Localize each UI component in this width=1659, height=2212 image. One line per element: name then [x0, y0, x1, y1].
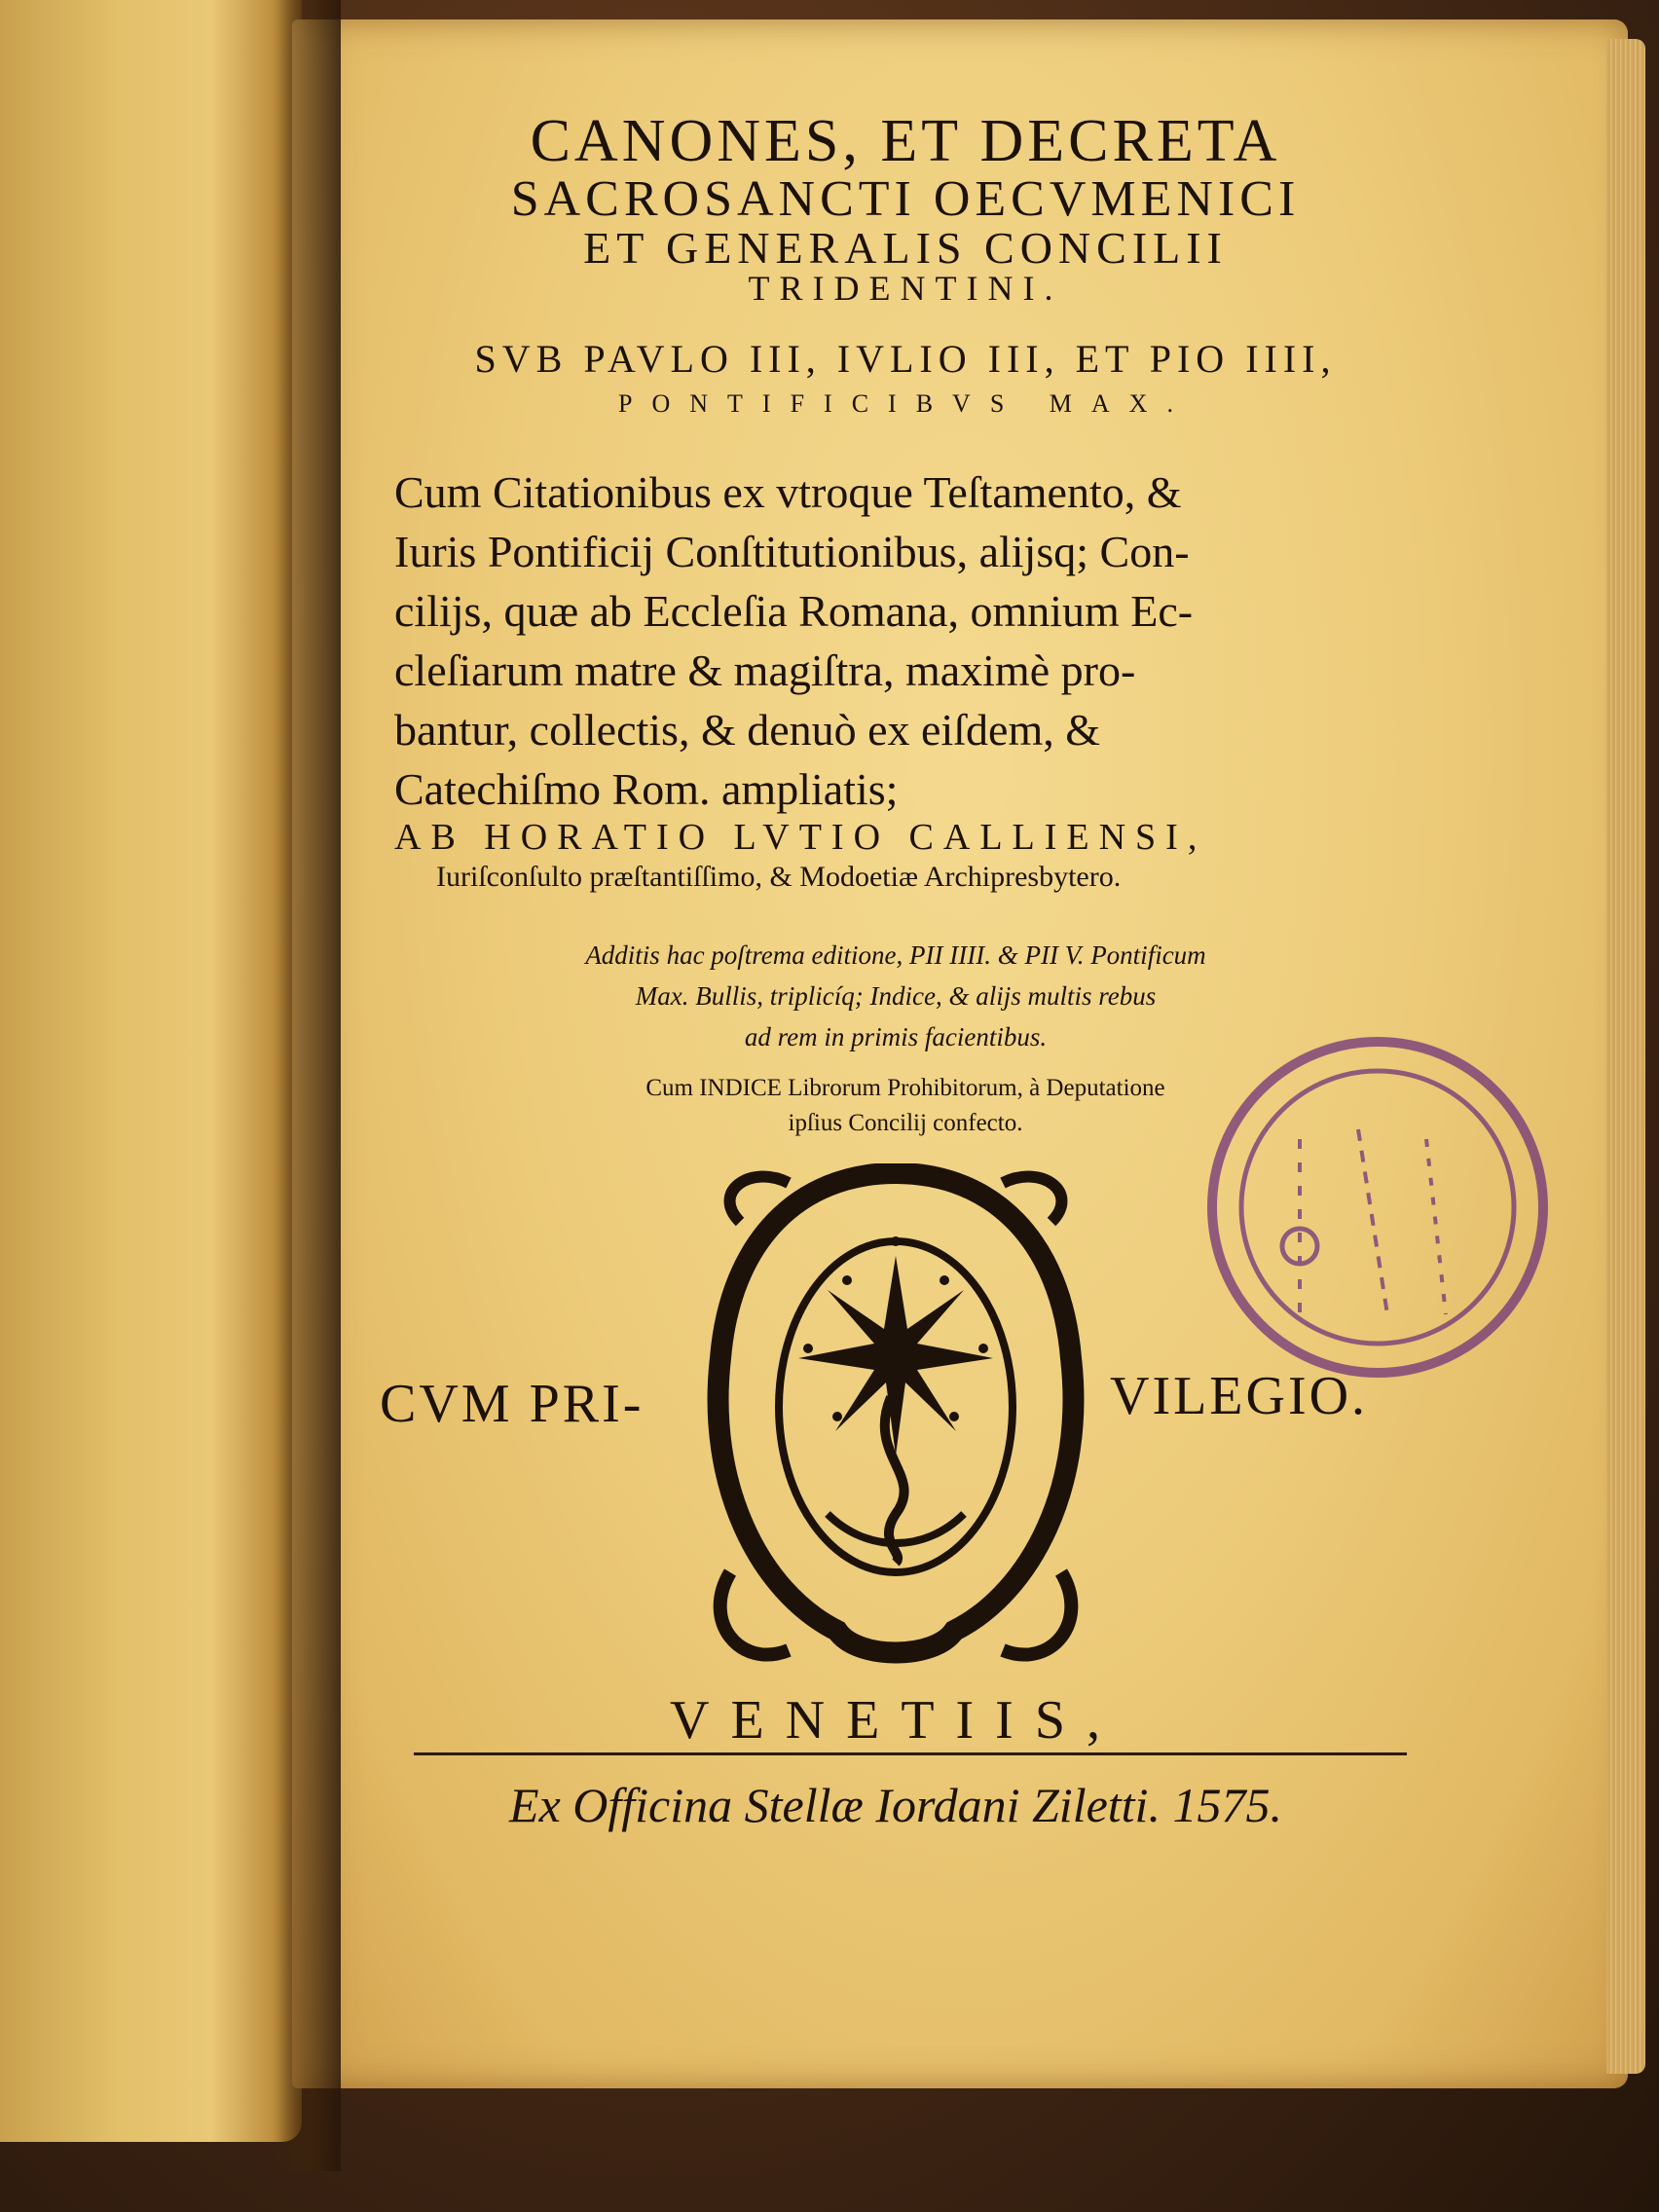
description-line: Iuris Pontificij Conſtitutionibus, alijsq; Con-	[394, 527, 1190, 576]
author-title: Iuriſconſulto præſtantiſſimo, & Modoetiæ Archipresbytero.	[436, 861, 1122, 893]
description-line: cilijs, quæ ab Eccleſia Romana, omnium Ec-	[394, 586, 1194, 636]
additions-line: ad rem in primis facientibus.	[744, 1022, 1048, 1051]
page-edges	[1606, 39, 1645, 2074]
title-line-2: SACROSANCTI OECVMENICI	[510, 171, 1301, 227]
title-line-1: CANONES, ET DECRETA	[530, 108, 1281, 174]
imprint-printer: Ex Officina Stellæ Iordani Ziletti. 1575.	[509, 1778, 1282, 1832]
left-page	[0, 0, 302, 2142]
description-line: Catechiſmo Rom. ampliatis;	[394, 764, 899, 814]
description-paragraph	[394, 462, 1402, 819]
library-stamp	[1193, 1022, 1563, 1392]
title-line-3: ET GENERALIS CONCILII	[583, 223, 1228, 273]
printers-device-emblem	[701, 1163, 1090, 1679]
description-line: cleſiarum matre & magiſtra, maximè pro-	[394, 645, 1136, 695]
description-line: Cum Citationibus ex vtroque Teſtamento, &	[394, 467, 1182, 517]
imprint-rule	[414, 1752, 1407, 1755]
author-name: AB HORATIO LVTIO CALLIENSI,	[394, 817, 1207, 858]
title-line-4: TRIDENTINI.	[748, 269, 1063, 308]
book-gutter	[273, 0, 341, 2171]
title-line-5: SVB PAVLO III, IVLIO III, ET PIO IIII,	[474, 337, 1337, 381]
description-line: bantur, collectis, & denuò ex eiſdem, &	[394, 705, 1101, 755]
additions-line: Additis hac poſtrema editione, PII IIII. & PII V. Pontificum	[585, 940, 1206, 970]
imprint-place: VENETIIS,	[670, 1690, 1122, 1751]
title-line-6: PONTIFICIBVS MAX.	[618, 389, 1193, 418]
additions-line: Max. Bullis, triplicíq; Indice, & alijs multis rebus	[635, 981, 1157, 1011]
privilege-right: VILEGIO.	[1110, 1366, 1369, 1426]
index-line: Cum INDICE Librorum Prohibitorum, à Deputatione	[645, 1075, 1165, 1101]
index-line: ipſius Concilij confecto.	[788, 1110, 1023, 1136]
privilege-left: CVM PRI-	[380, 1374, 645, 1434]
